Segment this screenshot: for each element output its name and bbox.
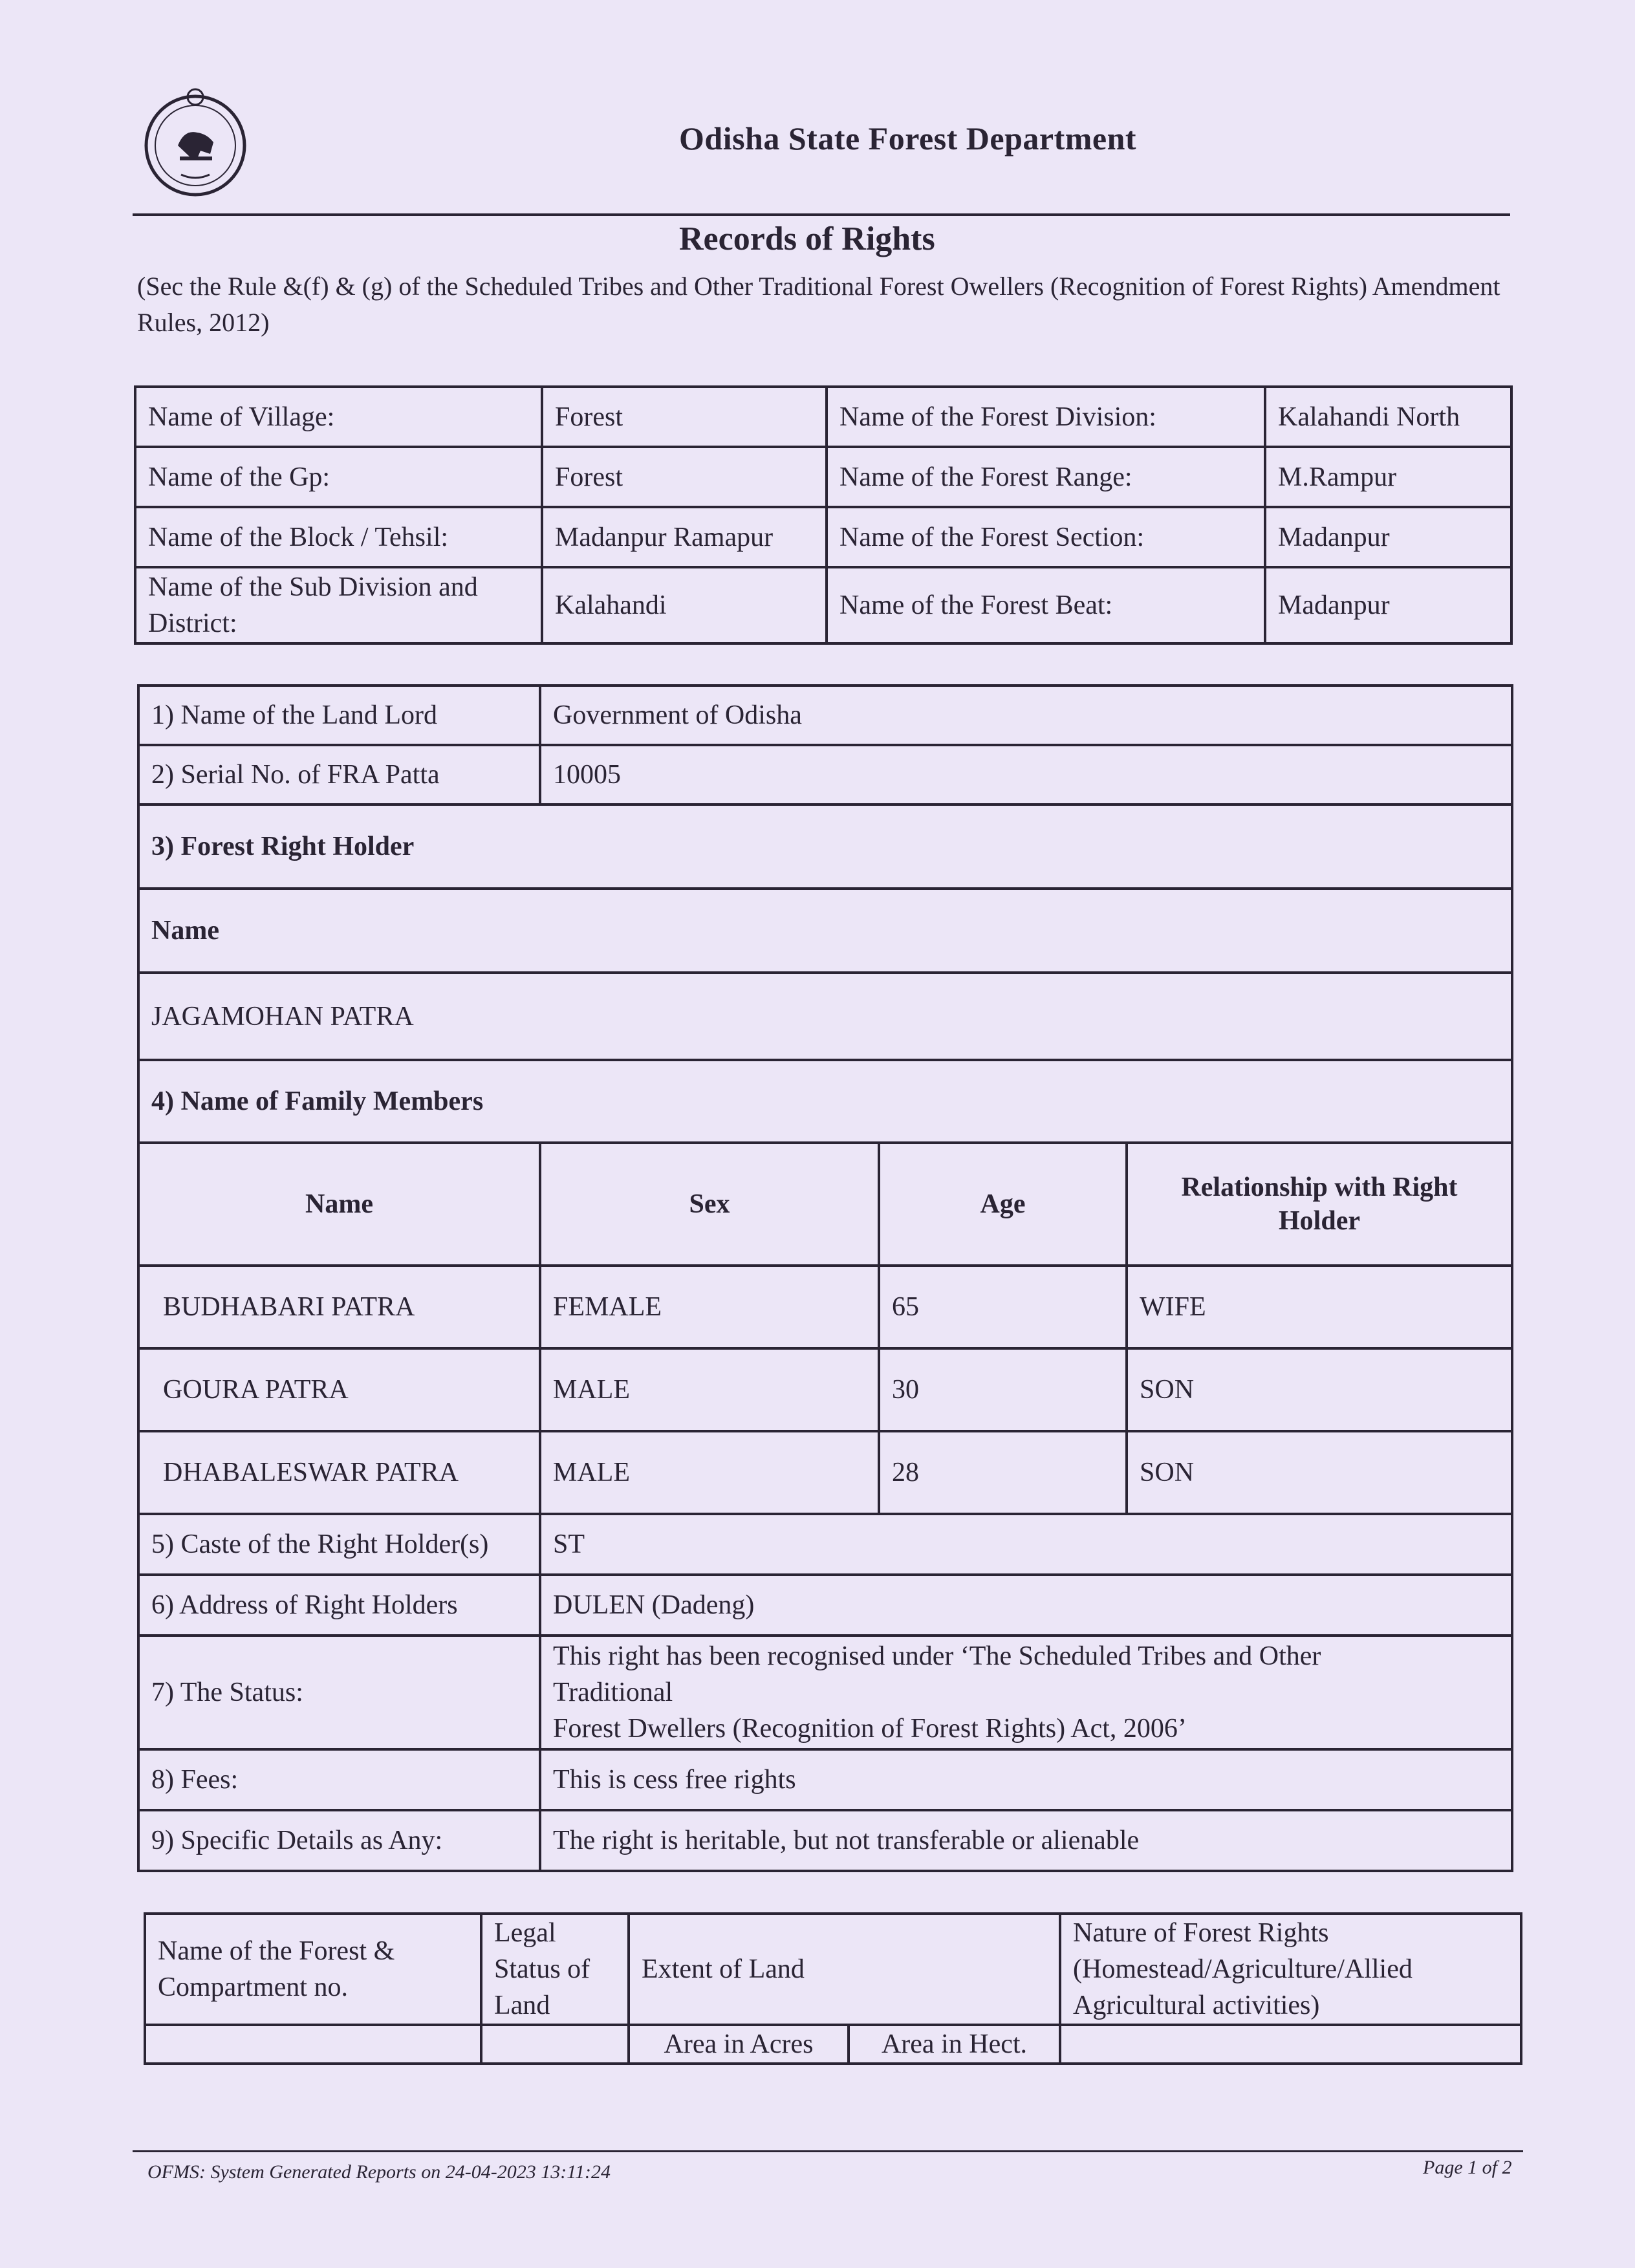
department-title: Odisha State Forest Department [679,120,1137,157]
table-row [138,1810,1512,1871]
block-label: Name of the Block / Tehsil: [135,507,542,567]
block-value: Madanpur Ramapur [542,507,827,567]
section-value: Madanpur [1265,507,1511,567]
division-value: Kalahandi North [1265,387,1511,447]
family-name: DHABALESWAR PATRA [138,1431,540,1514]
table-row [138,686,1512,745]
footer-divider [133,2150,1523,2152]
holder-heading: 3) Forest Right Holder [138,805,1512,889]
family-col-sex: Sex [540,1143,879,1266]
legal-cell [481,2025,629,2064]
table-row [138,1143,1512,1266]
location-table [134,385,1513,645]
details-value: The right is heritable, but not transferable or alienable [540,1810,1512,1871]
hect-col: Area in Hect. [849,2025,1060,2064]
table-row [135,507,1511,567]
table-row [138,889,1512,973]
family-col-age: Age [879,1143,1127,1266]
family-sex: FEMALE [540,1266,879,1348]
footer-page-number: Page 1 of 2 [1423,2157,1512,2178]
address-value: DULEN (Dadeng) [540,1575,1512,1636]
beat-label: Name of the Forest Beat: [827,567,1265,643]
subdiv-value: Kalahandi [542,567,827,643]
fees-label: 8) Fees: [138,1749,540,1810]
family-name: BUDHABARI PATRA [138,1266,540,1348]
status-label: 7) The Status: [138,1636,540,1749]
family-name: GOURA PATRA [138,1348,540,1431]
caste-value: ST [540,1514,1512,1575]
table-row [138,1266,1512,1348]
family-col-relation: Relationship with Right Holder [1127,1143,1512,1266]
range-value: M.Rampur [1265,447,1511,507]
table-row [138,1575,1512,1636]
caste-label: 5) Caste of the Right Holder(s) [138,1514,540,1575]
record-table [137,684,1513,1872]
status-line-1: This right has been recognised under ‘The Scheduled Tribes and Other Traditional [553,1641,1321,1707]
beat-value: Madanpur [1265,567,1511,643]
footer-generated: OFMS: System Generated Reports on 24-04-2023 13:11:24 [147,2161,611,2183]
fees-value: This is cess free rights [540,1749,1512,1810]
table-row [138,1431,1512,1514]
land-table [144,1912,1522,2065]
details-label: 9) Specific Details as Any: [138,1810,540,1871]
extent-col: Extent of Land [629,1914,1060,2025]
status-line-2: Forest Dwellers (Recognition of Forest Rights) Act, 2006’ [553,1714,1187,1744]
table-row [138,1636,1512,1749]
holder-name: JAGAMOHAN PATRA [138,973,1512,1060]
gp-label: Name of the Gp: [135,447,542,507]
family-relation: SON [1127,1431,1512,1514]
document-title: Records of Rights [679,221,935,257]
village-label: Name of Village: [135,387,542,447]
table-row [145,2025,1521,2064]
table-row [138,1514,1512,1575]
section-label: Name of the Forest Section: [827,507,1265,567]
table-row [138,1749,1512,1810]
landlord-value: Government of Odisha [540,686,1512,745]
forest-col: Name of the Forest & Compartment no. [145,1914,481,2025]
nature-col: Nature of Forest Rights (Homestead/Agriculture/Allied Agricultural activities) [1060,1914,1521,2025]
table-row [138,1348,1512,1431]
table-row [138,973,1512,1060]
table-row [138,1060,1512,1143]
forest-cell [145,2025,481,2064]
family-age: 65 [879,1266,1127,1348]
document-subtitle: (Sec the Rule &(f) & (g) of the Scheduled Tribes and Other Traditional Forest Owellers (Recognition of Forest Rights) Amendment Rules, 2012) [137,272,1500,337]
village-value: Forest [542,387,827,447]
acres-col: Area in Acres [629,2025,849,2064]
table-row [135,567,1511,643]
family-relation: SON [1127,1348,1512,1431]
table-row [145,1914,1521,2025]
family-age: 30 [879,1348,1127,1431]
range-label: Name of the Forest Range: [827,447,1265,507]
header-divider [133,213,1510,216]
name-heading: Name [138,889,1512,973]
family-sex: MALE [540,1431,879,1514]
legal-col: Legal Status of Land [481,1914,629,2025]
serial-value: 10005 [540,745,1512,805]
gp-value: Forest [542,447,827,507]
family-col-name: Name [138,1143,540,1266]
subdiv-label: Name of the Sub Division and District: [135,567,542,643]
address-label: 6) Address of Right Holders [138,1575,540,1636]
odisha-emblem-logo [142,84,249,200]
nature-cell [1060,2025,1521,2064]
family-age: 28 [879,1431,1127,1514]
family-heading: 4) Name of Family Members [138,1060,1512,1143]
serial-label: 2) Serial No. of FRA Patta [138,745,540,805]
table-row [138,745,1512,805]
table-row [138,805,1512,889]
status-value [540,1636,1512,1749]
division-label: Name of the Forest Division: [827,387,1265,447]
table-row [135,447,1511,507]
landlord-label: 1) Name of the Land Lord [138,686,540,745]
family-sex: MALE [540,1348,879,1431]
table-row [135,387,1511,447]
family-relation: WIFE [1127,1266,1512,1348]
